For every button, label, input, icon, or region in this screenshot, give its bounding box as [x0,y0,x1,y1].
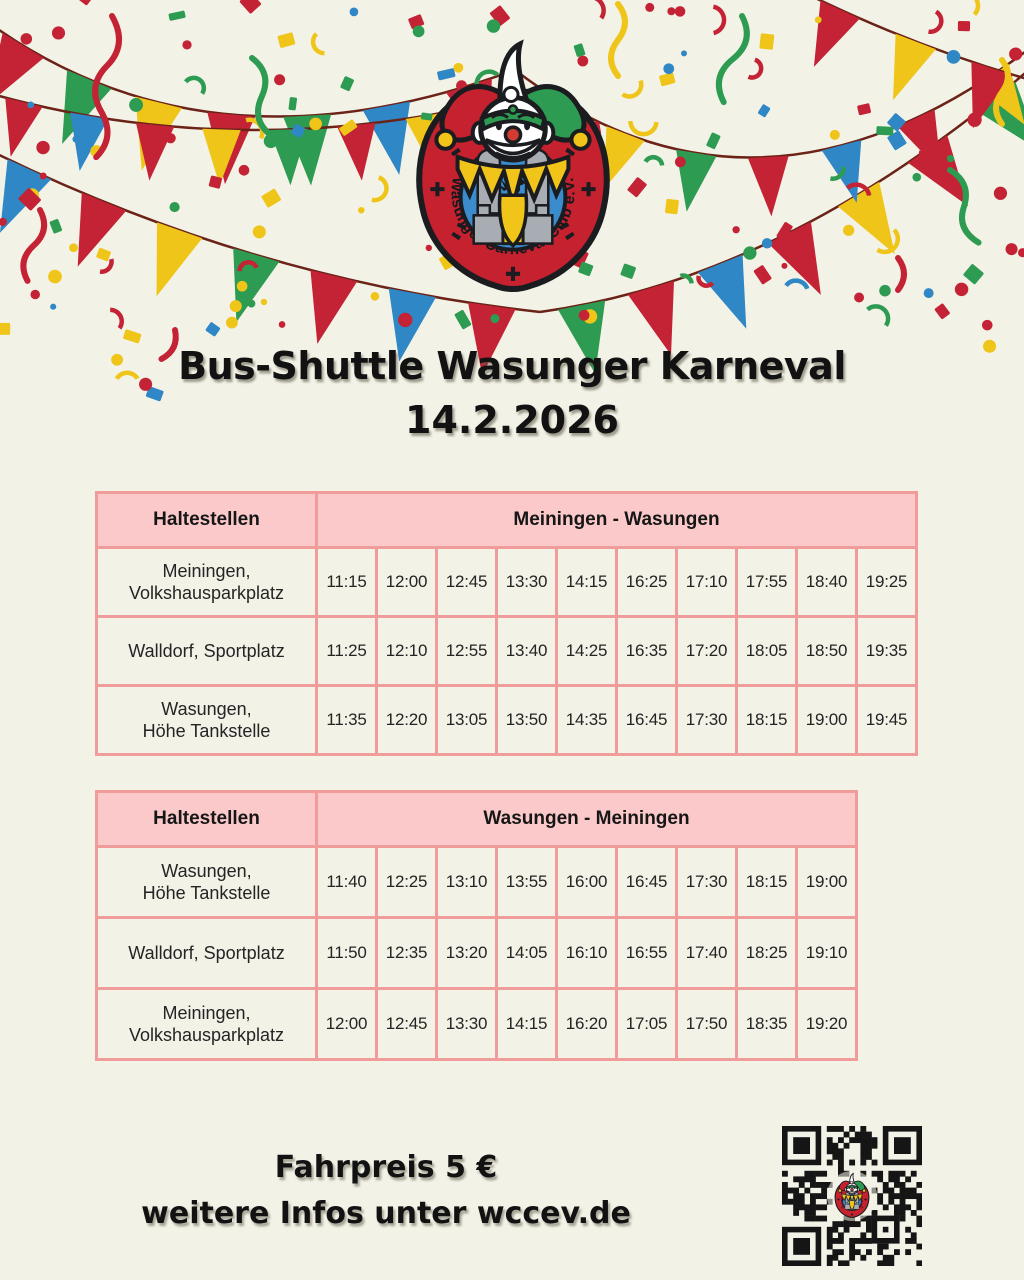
timetable-grid [95,790,858,1061]
stop-name-cell: Walldorf, Sportplatz [97,617,317,686]
departure-time-cell: 17:05 [617,989,677,1060]
timetable-row [97,989,857,1060]
departure-time-cell: 19:20 [797,989,857,1060]
departure-time-cell: 11:50 [317,918,377,989]
timetable-row [97,918,857,989]
departure-time-cell: 14:05 [497,918,557,989]
timetable-wasungen-meiningen [95,790,858,1061]
departure-time-cell: 18:25 [737,918,797,989]
event-date: 14.2.2026 [405,398,619,442]
departure-time-cell: 13:55 [497,847,557,918]
departure-time-cell: 13:20 [437,918,497,989]
departure-time-cell: 18:05 [737,617,797,686]
timetable-meiningen-wasungen [95,491,918,756]
departure-time-cell: 12:10 [377,617,437,686]
timetable-row [97,686,917,755]
departure-time-cell: 12:25 [377,847,437,918]
departure-time-cell: 14:35 [557,686,617,755]
departure-time-cell: 13:30 [497,548,557,617]
direction-header-cell: Meiningen - Wasungen [317,493,917,548]
direction-header-cell: Wasungen - Meiningen [317,792,857,847]
departure-time-cell: 14:15 [497,989,557,1060]
departure-time-cell: 19:35 [857,617,917,686]
stop-name-cell: Wasungen, Höhe Tankstelle [97,847,317,918]
departure-time-cell: 13:10 [437,847,497,918]
departure-time-cell: 19:00 [797,686,857,755]
departure-time-cell: 16:45 [617,686,677,755]
departure-time-cell: 11:40 [317,847,377,918]
departure-time-cell: 16:45 [617,847,677,918]
departure-time-cell: 18:40 [797,548,857,617]
departure-time-cell: 14:25 [557,617,617,686]
departure-time-cell: 16:20 [557,989,617,1060]
departure-time-cell: 19:10 [797,918,857,989]
departure-time-cell: 16:55 [617,918,677,989]
departure-time-cell: 19:25 [857,548,917,617]
page-title: Bus-Shuttle Wasunger Karneval [178,344,846,388]
departure-time-cell: 12:45 [437,548,497,617]
info-text: weitere Infos unter wccev.de [141,1196,631,1231]
stop-name-cell: Wasungen, Höhe Tankstelle [97,686,317,755]
departure-time-cell: 18:15 [737,847,797,918]
departure-time-cell: 16:35 [617,617,677,686]
stops-header-cell: Haltestellen [97,493,317,548]
timetable-grid [95,491,918,756]
departure-time-cell: 17:20 [677,617,737,686]
departure-time-cell: 19:00 [797,847,857,918]
departure-time-cell: 11:25 [317,617,377,686]
departure-time-cell: 17:30 [677,686,737,755]
departure-time-cell: 11:15 [317,548,377,617]
departure-time-cell: 12:35 [377,918,437,989]
departure-time-cell: 12:45 [377,989,437,1060]
departure-time-cell: 18:15 [737,686,797,755]
club-logo-icon [419,44,607,289]
departure-time-cell: 17:55 [737,548,797,617]
departure-time-cell: 17:40 [677,918,737,989]
departure-time-cell: 16:00 [557,847,617,918]
departure-time-cell: 13:50 [497,686,557,755]
departure-time-cell: 14:15 [557,548,617,617]
price-text: Fahrpreis 5 € [274,1150,498,1185]
stop-name-cell: Walldorf, Sportplatz [97,918,317,989]
departure-time-cell: 17:50 [677,989,737,1060]
departure-time-cell: 13:05 [437,686,497,755]
departure-time-cell: 12:00 [317,989,377,1060]
departure-time-cell: 16:25 [617,548,677,617]
departure-time-cell: 11:35 [317,686,377,755]
timetable-row [97,548,917,617]
stop-name-cell: Meiningen, Volkshausparkplatz [97,548,317,617]
departure-time-cell: 18:35 [737,989,797,1060]
departure-time-cell: 13:30 [437,989,497,1060]
departure-time-cell: 19:45 [857,686,917,755]
stops-header-cell: Haltestellen [97,792,317,847]
qr-code [782,1126,922,1266]
departure-time-cell: 17:30 [677,847,737,918]
departure-time-cell: 12:55 [437,617,497,686]
timetable-row [97,847,857,918]
departure-time-cell: 12:00 [377,548,437,617]
departure-time-cell: 13:40 [497,617,557,686]
departure-time-cell: 18:50 [797,617,857,686]
departure-time-cell: 16:10 [557,918,617,989]
departure-time-cell: 12:20 [377,686,437,755]
timetable-row [97,617,917,686]
stop-name-cell: Meiningen, Volkshausparkplatz [97,989,317,1060]
departure-time-cell: 17:10 [677,548,737,617]
